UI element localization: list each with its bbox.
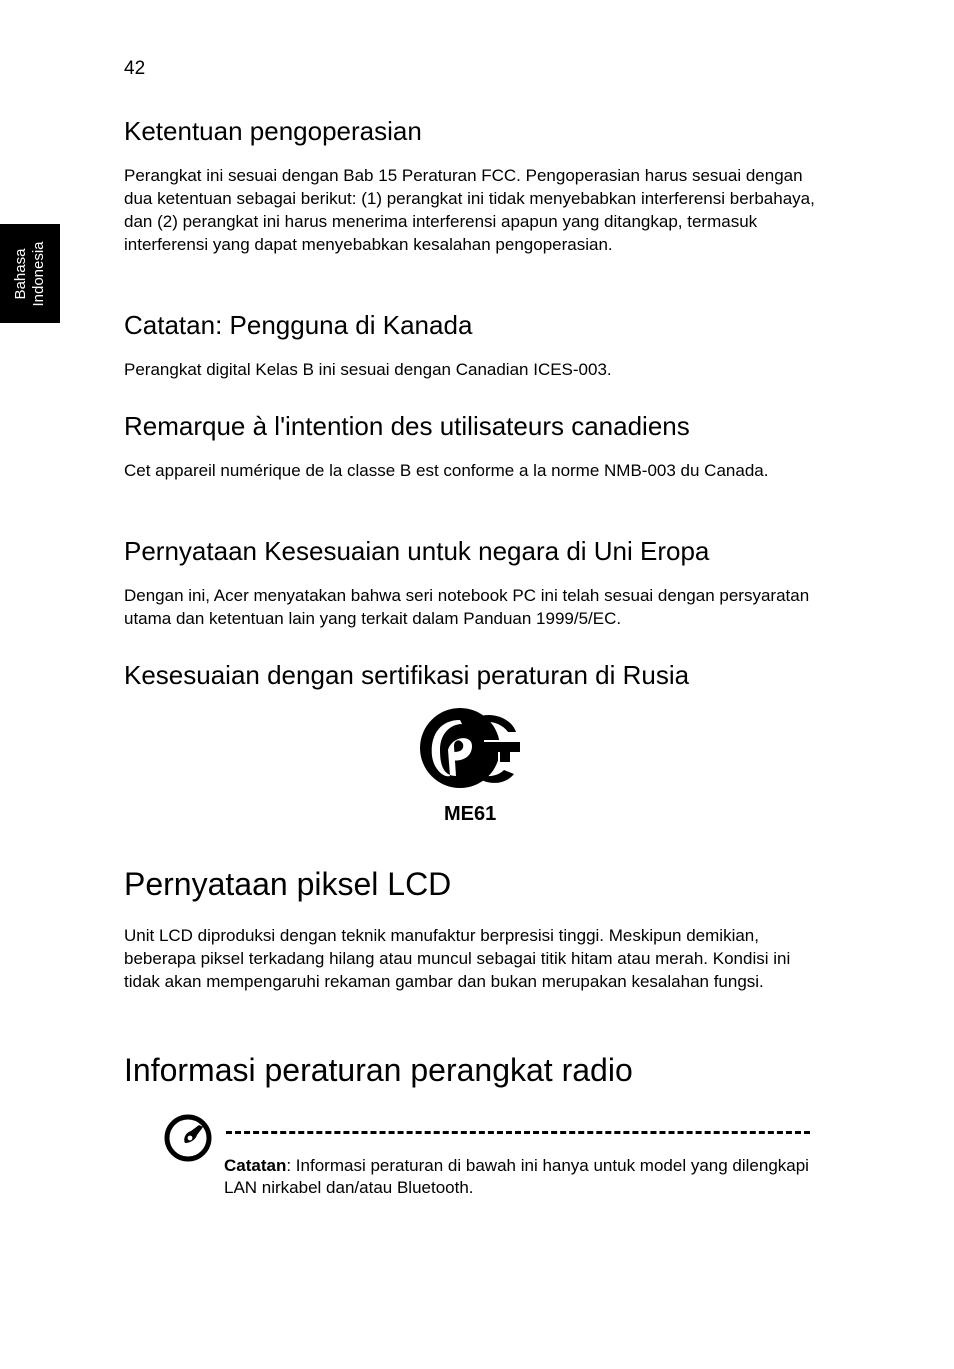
section-heading-eu: Pernyataan Kesesuaian untuk negara di Uni Eropa [124,536,710,566]
side-tab-line1: Bahasa [12,248,29,300]
side-tab-line2: Indonesia [30,241,47,307]
section-heading-canada: Catatan: Pengguna di Kanada [124,310,473,340]
section-heading-operation: Ketentuan pengoperasian [124,116,422,146]
russia-cert-code: ME61 [444,803,497,825]
section-heading-russia: Kesesuaian dengan sertifikasi peraturan di Rusia [124,660,690,690]
page-number: 42 [124,58,146,79]
section-body-canada-fr: Cet appareil numérique de la classe B est conforme a la norme NMB-003 du Canada. [124,461,769,480]
note-divider [226,1131,810,1134]
note-body: : Informasi peraturan di bawah ini hanya untuk model yang dilengkapi LAN nirkabel dan/atau Bluetooth. [224,1156,809,1197]
section-body-operation: Perangkat ini sesuai dengan Bab 15 Peraturan FCC. Pengoperasian harus sesuai dengan dua ketentuan sebagai berikut: (1) perangkat ini tidak menyebabkan interferensi berbahaya, dan (2) perangkat ini harus menerima interferensi apapun yang ditangkap, termasuk interferensi yang dapat menyebabkan kesalahan pengoperasian. [124,166,815,254]
note-label: Catatan [224,1156,287,1175]
language-side-tab-label [12,241,48,306]
note-text [224,1155,814,1199]
pct-certification-mark-icon [418,706,524,790]
language-side-tab [0,224,60,323]
note-pen-icon [163,1113,213,1163]
section-body-canada: Perangkat digital Kelas B ini sesuai dengan Canadian ICES-003. [124,360,612,379]
section-body-lcd: Unit LCD diproduksi dengan teknik manufaktur berpresisi tinggi. Meskipun demikian, beberapa piksel terkadang hilang atau muncul sebagai titik hitam atau merah. Kondisi ini tidak akan mempengaruhi rekaman gambar dan bukan merupakan kesalahan fungsi. [124,926,791,991]
section-body-eu: Dengan ini, Acer menyatakan bahwa seri notebook PC ini telah sesuai dengan persyaratan utama dan ketentuan lain yang terkait dalam Panduan 1999/5/EC. [124,586,810,628]
section-heading-radio: Informasi peraturan perangkat radio [124,1052,633,1088]
section-heading-lcd: Pernyataan piksel LCD [124,866,452,902]
section-heading-canada-fr: Remarque à l'intention des utilisateurs canadiens [124,411,690,441]
